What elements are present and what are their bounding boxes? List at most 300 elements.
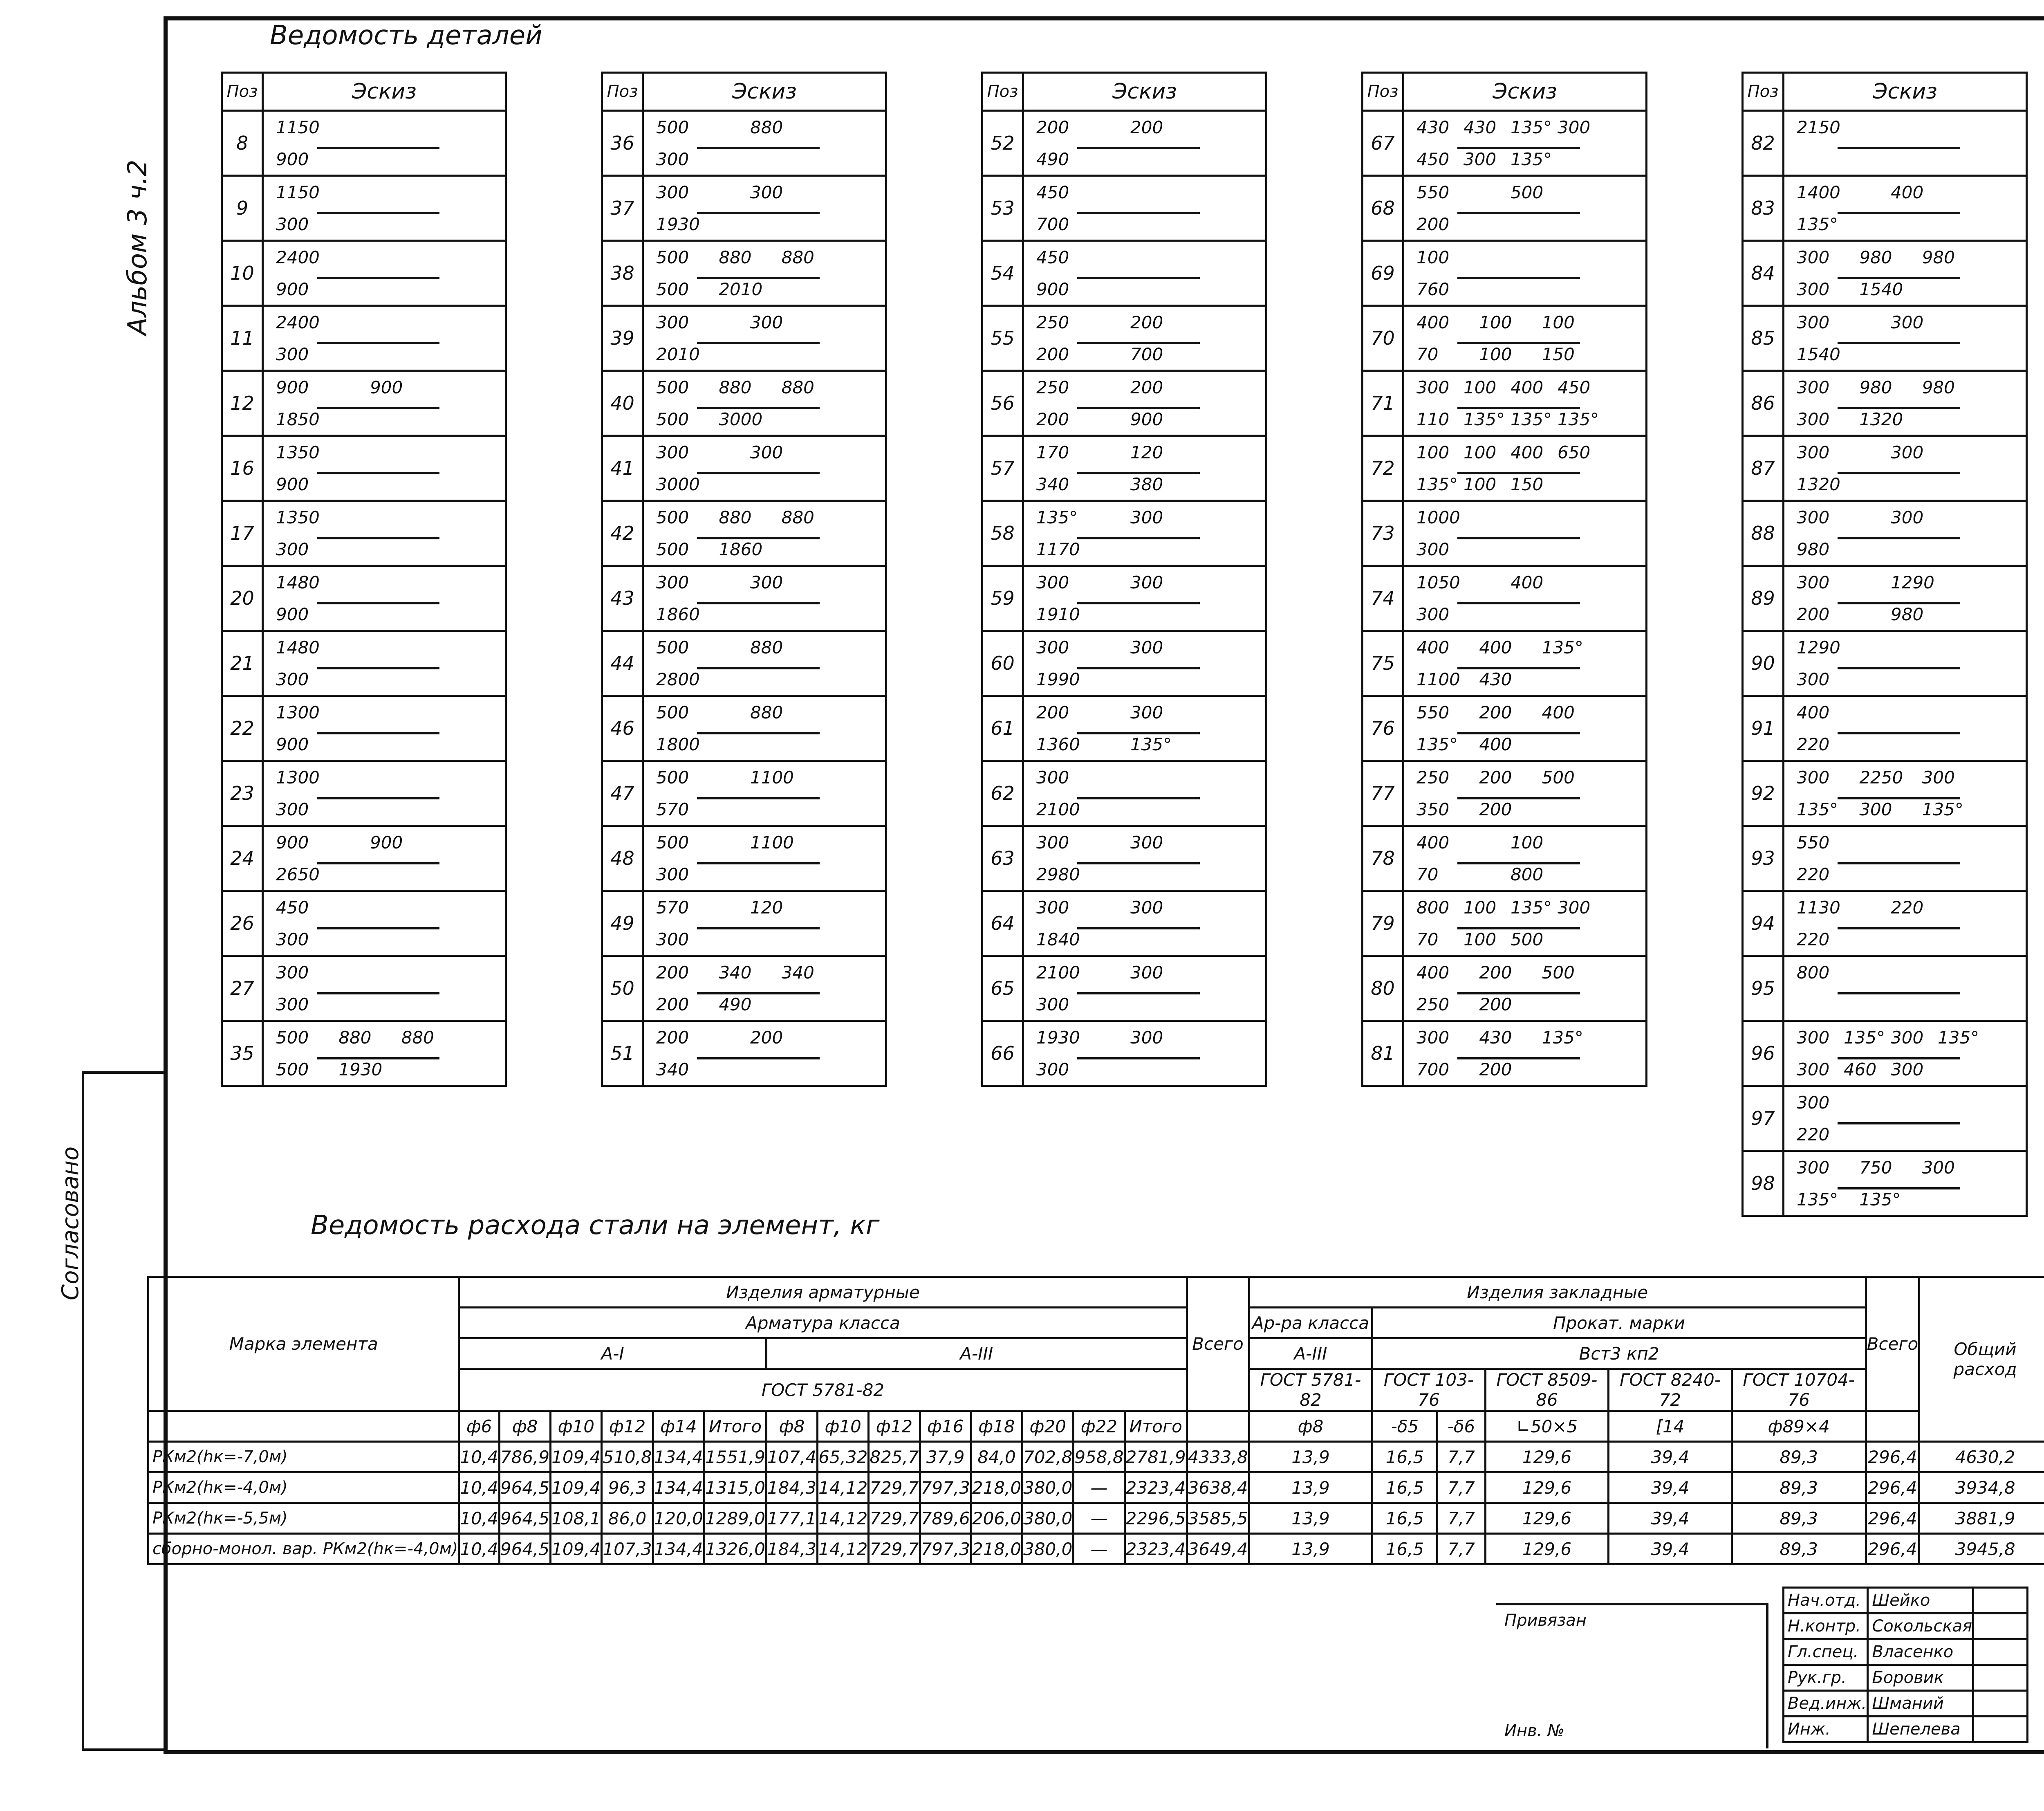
detail-sketch [1784,436,2027,501]
dimension-label: 1540 [1859,279,1903,299]
dimension-label: 500 [656,377,689,397]
dimension-label: 880 [781,507,814,527]
dimension-label: 300 [1922,767,1955,788]
dimension-label: 500 [276,1028,309,1048]
dimension-label: 400 [1797,702,1830,723]
steel-value: 797,3 [920,1472,971,1503]
dimension-label: 400 [1511,377,1544,397]
sub-col-header: ф16 [920,1411,971,1442]
dimension-label: 300 [276,963,309,983]
dimension-label: 300 [1797,1028,1830,1048]
dimension-label: 2400 [276,312,320,332]
sub-col-header: ∟50×5 [1485,1411,1609,1442]
dimension-label: 1930 [656,214,700,234]
detail-pos: 95 [1743,956,1784,1021]
detail-pos: 68 [1363,176,1403,241]
detail-row [1363,501,1647,566]
detail-pos: 35 [222,1021,263,1086]
detail-sketch [643,826,886,891]
dimension-label: 300 [1036,572,1069,592]
steel-value: 96,3 [602,1472,653,1503]
steel-value: 16,5 [1372,1534,1437,1564]
steel-value: 89,3 [1732,1442,1866,1472]
sub-col-header: -δ6 [1437,1411,1485,1442]
dimension-label: 1480 [276,572,320,592]
detail-row [1363,436,1647,501]
detail-pos: 54 [982,241,1023,306]
dimension-label: 760 [1416,279,1450,299]
dimension-label: 880 [719,377,752,397]
dimension-label: 200 [1036,409,1069,429]
steel-value: 380,0 [1022,1534,1074,1564]
steel-value: 39,4 [1609,1472,1732,1503]
detail-row [602,631,886,696]
dimension-label: 100 [1464,377,1497,397]
detail-sketch [263,436,506,501]
steel-value: 3585,5 [1187,1503,1249,1534]
dimension-label: 135° [1938,1028,1979,1048]
dimension-label: 250 [1036,377,1069,397]
dimension-label: 880 [719,507,752,527]
steel-value: 120,0 [653,1503,704,1534]
dimension-label: 450 [1036,247,1069,267]
dimension-label: 300 [276,344,309,364]
dimension-label: 300 [1797,507,1830,527]
dimension-label: 70 [1416,864,1439,884]
staff-role: Н.контр. [1784,1614,1868,1639]
dimension-label: 2980 [1036,864,1080,884]
dimension-label: 900 [1130,409,1163,429]
dimension-label: 300 [750,442,783,462]
detail-row [1743,891,2027,956]
dimension-label: 550 [1797,833,1830,853]
rebar-line [1077,667,1200,669]
detail-pos: 91 [1743,696,1784,761]
dimension-label: 300 [750,312,783,332]
dimension-label: 380 [1130,474,1163,494]
steel-value: 825,7 [869,1442,920,1472]
detail-sketch [643,761,886,826]
detail-row [1743,826,2027,891]
steel-value: 3945,8 [1919,1534,2044,1564]
steel-value: — [1074,1534,1125,1564]
dimension-label: 200 [1479,799,1512,819]
dimension-label: 70 [1416,344,1439,364]
detail-row [602,1021,886,1086]
detail-pos: 38 [602,241,643,306]
steel-row [148,1503,2044,1534]
dimension-label: 1860 [719,539,763,559]
embed-header: Изделия закладные [1249,1277,1866,1308]
steel-value: 7,7 [1437,1503,1485,1534]
detail-pos: 90 [1743,631,1784,696]
detail-row [1363,1021,1647,1086]
detail-row [1363,241,1647,306]
steel-value: 89,3 [1732,1534,1866,1564]
detail-sketch [643,436,886,501]
rebar-line [1077,147,1200,149]
sub-col-header: ф10 [818,1411,869,1442]
detail-sketch [1784,176,2027,241]
dimension-label: 2800 [656,669,700,689]
element-mark: РКм2(hк=-5,5м) [148,1503,459,1534]
dimension-label: 1400 [1797,182,1840,202]
dimension-label: 1290 [1891,572,1934,592]
element-mark: РКм2(hк=-4,0м) [148,1472,459,1503]
sub-col-header: ф10 [551,1411,602,1442]
steel-title: Ведомость расхода стали на элемент, кг [311,1210,880,1241]
steel-value: 729,7 [869,1534,920,1564]
detail-row [1363,761,1647,826]
staff-role: Рук.гр. [1784,1665,1868,1691]
detail-row [1743,241,2027,306]
steel-value: 4630,2 [1919,1442,2044,1472]
dimension-label: 300 [1416,539,1450,559]
detail-pos: 72 [1363,436,1403,501]
sub-col-header: Итого [704,1411,766,1442]
dimension-label: 500 [1511,929,1544,949]
dimension-label: 200 [1797,604,1830,624]
rebar-line [1838,212,1960,214]
detail-sketch [1784,696,2027,761]
dimension-label: 300 [1891,1059,1924,1079]
dimension-label: 135° [1542,1028,1583,1048]
dimension-label: 300 [1036,898,1069,918]
steel-value: 786,9 [499,1442,550,1472]
dimension-label: 570 [656,898,689,918]
rebar-line [1457,537,1580,539]
dimension-label: 1360 [1036,734,1080,754]
dimension-label: 300 [750,182,783,202]
rebar-line [697,472,820,474]
dimension-label: 300 [656,182,689,202]
sub-col-header: ф89×4 [1732,1411,1866,1442]
detail-row [982,176,1266,241]
dimension-label: 980 [1859,377,1892,397]
dimension-label: 340 [719,963,752,983]
dimension-label: 1320 [1859,409,1903,429]
steel-value: 129,6 [1485,1472,1609,1503]
rebar-line [1077,277,1200,279]
detail-pos: 67 [1363,111,1403,176]
staff-row [1784,1665,2028,1691]
dimension-label: 1300 [276,702,320,723]
detail-sketch [1403,501,1647,566]
dimension-label: 300 [276,799,309,819]
dimension-label: 550 [1416,182,1450,202]
sub-col-header: ф8 [1249,1411,1372,1442]
dimension-label: 300 [1797,247,1830,267]
dimension-label: 1150 [276,182,320,202]
detail-sketch [1403,761,1647,826]
detail-pos: 63 [982,826,1023,891]
rebar-line [317,277,439,279]
dimension-label: 700 [1130,344,1163,364]
staff-signature [1973,1639,2028,1665]
detail-pos: 96 [1743,1021,1784,1086]
dimension-label: 300 [656,929,689,949]
detail-row [1363,956,1647,1021]
detail-pos: 24 [222,826,263,891]
detail-pos: 46 [602,696,643,761]
detail-sketch [1784,956,2027,1021]
dimension-label: 300 [1558,117,1591,137]
detail-pos: 86 [1743,371,1784,436]
attached-label: Привязан [1504,1611,1587,1630]
gost3-header: ГОСТ 8240-72 [1609,1369,1732,1411]
rebar-line [1457,992,1580,994]
rebar-line [697,667,820,669]
detail-pos: 42 [602,501,643,566]
steel-value: 7,7 [1437,1534,1485,1564]
detail-sketch [263,371,506,436]
dimension-label: 1000 [1416,507,1460,527]
embed-a3-header: А-III [1249,1338,1372,1369]
detail-sketch [1403,696,1647,761]
detail-pos: 62 [982,761,1023,826]
steel-value: 510,8 [602,1442,653,1472]
dimension-label: 135° [1558,409,1599,429]
dimension-label: 500 [656,409,689,429]
detail-row [222,761,506,826]
sub-col-header: ф12 [869,1411,920,1442]
dimension-label: 500 [656,539,689,559]
dimension-label: 980 [1859,247,1892,267]
embed-total-header: Всего [1866,1277,1919,1411]
detail-row [602,501,886,566]
dimension-label: 220 [1797,929,1830,949]
detail-sketch [263,501,506,566]
rebar-line [697,797,820,799]
dimension-label: 900 [370,377,403,397]
dimension-label: 1350 [276,442,320,462]
dimension-label: 300 [1036,833,1069,853]
dimension-label: 300 [1130,572,1163,592]
detail-row [602,696,886,761]
gost4-header: ГОСТ 10704-76 [1732,1369,1866,1411]
steel-table [147,1276,2044,1565]
rebar-line [1457,732,1580,734]
steel-value: 964,5 [499,1503,550,1534]
sub-col-header: [14 [1609,1411,1732,1442]
steel-value: 218,0 [971,1472,1022,1503]
dimension-label: 300 [1464,149,1497,169]
dimension-label: 300 [1416,377,1450,397]
dimension-label: 300 [1130,507,1163,527]
dimension-label: 340 [1036,474,1069,494]
detail-sketch [263,891,506,956]
detail-pos: 26 [222,891,263,956]
rebar-line [697,862,820,864]
detail-pos: 58 [982,501,1023,566]
steel-value: 107,4 [766,1442,817,1472]
element-mark: сборно-монол. вар. РКм2(hк=-4,0м) [148,1534,459,1564]
detail-pos: 65 [982,956,1023,1021]
detail-row [982,631,1266,696]
detail-row [982,696,1266,761]
detail-pos: 16 [222,436,263,501]
detail-pos: 93 [1743,826,1784,891]
detail-sketch [1403,371,1647,436]
detail-pos: 60 [982,631,1023,696]
dimension-label: 500 [656,279,689,299]
dimension-label: 220 [1797,734,1830,754]
staff-signature [1973,1665,2028,1691]
rebar-class-header: Арматура класса [459,1308,1187,1338]
steel-value: — [1074,1472,1125,1503]
detail-pos: 88 [1743,501,1784,566]
dimension-label: 300 [1797,409,1830,429]
steel-value: 39,4 [1609,1534,1732,1564]
detail-pos: 84 [1743,241,1784,306]
dimension-label: 300 [1416,1028,1450,1048]
dimension-label: 1850 [276,409,320,429]
steel-value: 89,3 [1732,1503,1866,1534]
detail-row [982,826,1266,891]
dimension-label: 800 [1797,963,1830,983]
steel-value: 10,4 [459,1472,500,1503]
detail-sketch [643,891,886,956]
dimension-label: 135° [1797,214,1838,234]
dimension-label: 100 [1479,312,1512,332]
dimension-label: 500 [1542,767,1575,788]
dimension-label: 150 [1542,344,1575,364]
detail-sketch [1023,176,1266,241]
dimension-label: 200 [1479,994,1512,1014]
detail-pos: 22 [222,696,263,761]
detail-sketch [1784,241,2027,306]
rebar-line [317,147,439,149]
staff-table [1782,1587,2028,1743]
steel-value: 84,0 [971,1442,1022,1472]
rebar-line [317,407,439,409]
rebar-line [317,797,439,799]
detail-sketch [1403,891,1647,956]
detail-row [602,826,886,891]
dimension-label: 500 [1511,182,1544,202]
dimension-label: 300 [1130,1028,1163,1048]
dimension-label: 150 [1511,474,1544,494]
rebar-line [697,147,820,149]
detail-row [982,566,1266,631]
dimension-label: 1840 [1036,929,1080,949]
dimension-label: 500 [656,833,689,853]
dimension-label: 300 [656,442,689,462]
detail-row [602,306,886,371]
steel-value: 296,4 [1866,1503,1919,1534]
detail-pos: 48 [602,826,643,891]
rebar-line [1077,212,1200,214]
dimension-label: 430 [1479,669,1512,689]
steel-value: 134,4 [653,1472,704,1503]
staff-name: Шманий [1868,1691,1973,1717]
detail-sketch [1403,176,1647,241]
detail-row [602,436,886,501]
detail-sketch [1403,1021,1647,1086]
detail-pos: 69 [1363,241,1403,306]
dimension-label: 900 [1036,279,1069,299]
rebar-line [1077,927,1200,929]
dimension-label: 200 [1036,702,1069,723]
element-mark: РКм2(hк=-7,0м) [148,1442,459,1472]
sub-col-header: ф6 [459,1411,500,1442]
staff-role: Гл.спец. [1784,1639,1868,1665]
dimension-label: 300 [276,669,309,689]
steel-value: 109,4 [551,1472,602,1503]
detail-sketch [1784,826,2027,891]
dimension-label: 400 [1511,442,1544,462]
detail-row [1743,371,2027,436]
dimension-label: 880 [750,637,783,658]
dimension-label: 500 [656,767,689,788]
detail-pos: 11 [222,306,263,371]
rebar-line [1077,537,1200,539]
dimension-label: 100 [1511,833,1544,853]
detail-row [982,371,1266,436]
dimension-label: 880 [750,702,783,723]
dimension-label: 100 [1464,442,1497,462]
rebar-line [1457,212,1580,214]
details-table-4 [1361,72,1647,1087]
steel-value: 14,12 [818,1534,869,1564]
sketch-header: Эскиз [1784,73,2027,111]
detail-pos: 50 [602,956,643,1021]
dimension-label: 300 [1130,637,1163,658]
detail-sketch [1784,631,2027,696]
dimension-label: 500 [656,247,689,267]
details-table-5 [1741,72,2028,1217]
staff-signature [1973,1588,2028,1614]
dimension-label: 340 [781,963,814,983]
dimension-label: 100 [1542,312,1575,332]
agreed-label: Согласовано [57,1146,84,1300]
dimension-label: 1290 [1797,637,1840,658]
detail-sketch [263,1021,506,1086]
detail-sketch [1784,1151,2027,1216]
embed-total-sub [1866,1411,1919,1442]
dimension-label: 650 [1558,442,1591,462]
steel-value: 797,3 [920,1534,971,1564]
detail-row [982,111,1266,176]
gost1-header: ГОСТ 103-76 [1372,1369,1485,1411]
dimension-label: 200 [1416,214,1450,234]
steel-value: 7,7 [1437,1442,1485,1472]
steel-value: 296,4 [1866,1442,1919,1472]
dimension-label: 900 [276,377,309,397]
dimension-label: 400 [1416,312,1450,332]
dimension-label: 135° [1416,734,1458,754]
dimension-label: 135° [1797,1189,1838,1210]
detail-pos: 82 [1743,111,1784,176]
gost-header: ГОСТ 5781-82 [459,1369,1187,1411]
dimension-label: 300 [1859,799,1892,819]
detail-pos: 85 [1743,306,1784,371]
dimension-label: 1350 [276,507,320,527]
steel-value: 108,1 [551,1503,602,1534]
dimension-label: 100 [1464,898,1497,918]
dimension-label: 450 [1416,149,1450,169]
detail-pos: 76 [1363,696,1403,761]
detail-row [1743,306,2027,371]
dimension-label: 460 [1844,1059,1877,1079]
dimension-label: 900 [276,734,309,754]
dimension-label: 200 [1036,344,1069,364]
detail-sketch [1403,826,1647,891]
dimension-label: 500 [1542,963,1575,983]
steel-value: 65,32 [818,1442,869,1472]
dimension-label: 300 [1797,442,1830,462]
rebar-line [1838,862,1960,864]
